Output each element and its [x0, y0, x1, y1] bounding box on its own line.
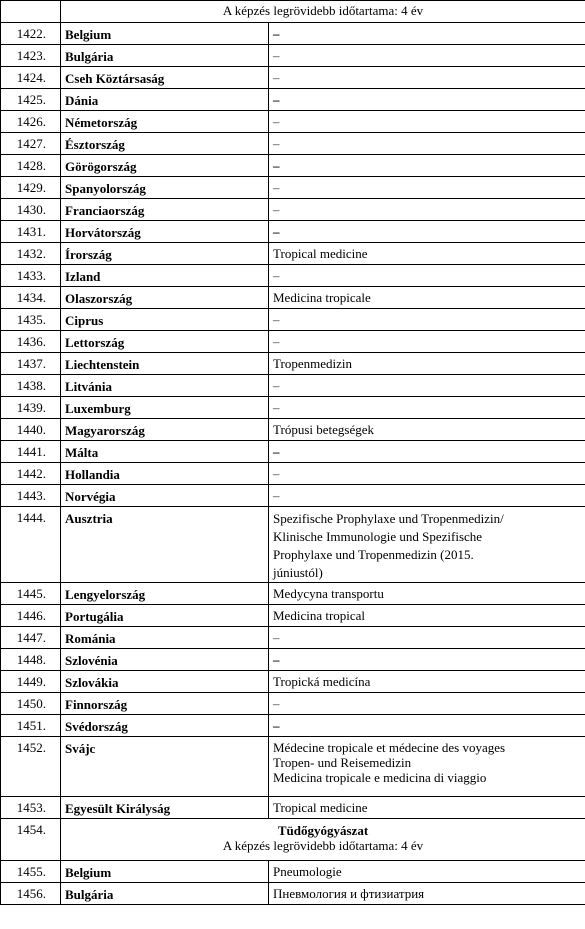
specialty-line: –: [273, 652, 280, 667]
country-name: Lettország: [61, 331, 269, 353]
table-row: [1, 375, 585, 397]
section-title: Tüdőgyógyászat: [277, 823, 369, 838]
specialty-name: [269, 309, 585, 331]
specialty-name: [269, 397, 585, 419]
country-name: Franciaország: [61, 199, 269, 221]
table-row: [1, 715, 585, 737]
table-row: [1, 155, 585, 177]
row-number: 1451.: [1, 715, 61, 737]
row-number: 1422.: [1, 23, 61, 45]
specialty-name: [269, 507, 585, 583]
header-row: [1, 1, 585, 23]
specialty-name: [269, 111, 585, 133]
row-number: 1434.: [1, 287, 61, 309]
table-row: [1, 221, 585, 243]
table-row: [1, 883, 585, 905]
specialty-line: –: [273, 488, 280, 503]
country-name: Bulgária: [61, 45, 269, 67]
table-row: [1, 111, 585, 133]
table-row: [1, 45, 585, 67]
specialty-name: [269, 737, 585, 797]
specialty-name: [269, 419, 585, 441]
specialty-name: [269, 67, 585, 89]
table-row: [1, 67, 585, 89]
country-name: Málta: [61, 441, 269, 463]
table-row: [1, 605, 585, 627]
section-header: [61, 819, 585, 861]
row-number: 1444.: [1, 507, 61, 583]
specialty-name: [269, 243, 585, 265]
row-number: 1427.: [1, 133, 61, 155]
specialty-line: Pneumologie: [273, 864, 342, 879]
specialty-line: –: [273, 114, 280, 129]
specialty-line: Medicina tropicale: [273, 290, 371, 305]
specialty-line: –: [273, 466, 280, 481]
country-name: Hollandia: [61, 463, 269, 485]
specialty-name: [269, 485, 585, 507]
row-number: 1445.: [1, 583, 61, 605]
row-number: 1428.: [1, 155, 61, 177]
row-number: 1450.: [1, 693, 61, 715]
specialty-line: Spezifische Prophylaxe und Tropenmedizin/: [273, 511, 504, 526]
specialty-line: Tropical medicine: [273, 800, 368, 815]
specialty-name: [269, 199, 585, 221]
specialty-line: júniustól): [273, 565, 323, 580]
table-row: [1, 649, 585, 671]
table-row: [1, 627, 585, 649]
specialty-line: –: [273, 630, 280, 645]
row-number: 1454.: [1, 819, 61, 861]
country-name: Svájc: [61, 737, 269, 797]
table-row: [1, 199, 585, 221]
table-row: [1, 861, 585, 883]
specialty-line: –: [273, 158, 280, 173]
row-number: 1440.: [1, 419, 61, 441]
row-number: 1447.: [1, 627, 61, 649]
country-name: Dánia: [61, 89, 269, 111]
row-number: 1429.: [1, 177, 61, 199]
specialty-line: –: [273, 444, 280, 459]
country-name: Bulgária: [61, 883, 269, 905]
specialty-name: [269, 583, 585, 605]
row-number: 1436.: [1, 331, 61, 353]
row-number: 1452.: [1, 737, 61, 797]
specialty-line: –: [273, 224, 280, 239]
country-name: Cseh Köztársaság: [61, 67, 269, 89]
row-number: 1431.: [1, 221, 61, 243]
specialty-name: [269, 89, 585, 111]
section-header-row: [1, 819, 585, 861]
row-number: 1442.: [1, 463, 61, 485]
table-row: [1, 133, 585, 155]
table-row: [1, 265, 585, 287]
country-name: Luxemburg: [61, 397, 269, 419]
specialty-name: [269, 177, 585, 199]
specialty-line: –: [273, 136, 280, 151]
table-row: [1, 287, 585, 309]
row-number: 1446.: [1, 605, 61, 627]
specialty-line: –: [273, 696, 280, 711]
country-name: Belgium: [61, 23, 269, 45]
table-row: [1, 331, 585, 353]
specialty-line: Medicina tropical: [273, 608, 366, 623]
table-row: [1, 485, 585, 507]
specialty-line: –: [273, 334, 280, 349]
country-name: Ausztria: [61, 507, 269, 583]
specialty-name: [269, 797, 585, 819]
country-name: Litvánia: [61, 375, 269, 397]
specialty-line: –: [273, 180, 280, 195]
country-name: Norvégia: [61, 485, 269, 507]
row-number: 1456.: [1, 883, 61, 905]
country-name: Írország: [61, 243, 269, 265]
specialty-line: –: [273, 48, 280, 63]
specialty-name: [269, 463, 585, 485]
specialty-name: [269, 649, 585, 671]
specialty-name: [269, 353, 585, 375]
section-duration: A képzés legrövidebb időtartama: 4 év: [222, 838, 424, 853]
specialty-line: Trópusi betegségek: [273, 422, 374, 437]
specialty-name: [269, 375, 585, 397]
country-name: Észtország: [61, 133, 269, 155]
table-row: [1, 441, 585, 463]
row-number: 1437.: [1, 353, 61, 375]
specialty-name: [269, 331, 585, 353]
specialty-line: –: [273, 378, 280, 393]
country-name: Finnország: [61, 693, 269, 715]
country-name: Egyesült Királyság: [61, 797, 269, 819]
specialty-line: Medicina tropicale e medicina di viaggio: [273, 770, 487, 785]
specialty-line: Tropická medicína: [273, 674, 371, 689]
specialty-name: [269, 627, 585, 649]
row-number: 1438.: [1, 375, 61, 397]
country-name: Görögország: [61, 155, 269, 177]
row-number: 1448.: [1, 649, 61, 671]
table-row: [1, 671, 585, 693]
specialty-name: [269, 155, 585, 177]
country-name: Olaszország: [61, 287, 269, 309]
specialty-name: [269, 883, 585, 905]
country-name: Ciprus: [61, 309, 269, 331]
country-name: Magyarország: [61, 419, 269, 441]
table-row: [1, 797, 585, 819]
specialty-name: [269, 221, 585, 243]
table-row: [1, 397, 585, 419]
country-name: Horvátország: [61, 221, 269, 243]
country-name: Spanyolország: [61, 177, 269, 199]
specialty-line: Tropen- und Reisemedizin: [273, 755, 412, 770]
table-row: [1, 419, 585, 441]
specialty-name: [269, 693, 585, 715]
row-number: 1424.: [1, 67, 61, 89]
specialty-line: Medycyna transportu: [273, 586, 384, 601]
row-number: 1430.: [1, 199, 61, 221]
country-name: Szlovákia: [61, 671, 269, 693]
table-row: [1, 353, 585, 375]
specialty-line: –: [273, 26, 280, 41]
table-row: [1, 583, 585, 605]
specialty-name: [269, 671, 585, 693]
country-name: Svédország: [61, 715, 269, 737]
specialty-line: Tropenmedizin: [273, 356, 352, 371]
country-name: Lengyelország: [61, 583, 269, 605]
specialty-line: –: [273, 400, 280, 415]
specialty-name: [269, 265, 585, 287]
table-row: [1, 737, 585, 797]
specialty-line: Prophylaxe und Tropenmedizin (2015.: [273, 547, 474, 562]
row-number: 1423.: [1, 45, 61, 67]
specialty-line: –: [273, 92, 280, 107]
specialty-line: –: [273, 268, 280, 283]
row-number: 1425.: [1, 89, 61, 111]
row-number: 1449.: [1, 671, 61, 693]
specialty-name: [269, 287, 585, 309]
specialty-line: Пневмология и фтизиатрия: [273, 886, 425, 901]
country-name: Liechtenstein: [61, 353, 269, 375]
row-number: 1455.: [1, 861, 61, 883]
specialty-name: [269, 441, 585, 463]
country-name: Németország: [61, 111, 269, 133]
country-name: Belgium: [61, 861, 269, 883]
country-name: Szlovénia: [61, 649, 269, 671]
specialty-name: [269, 23, 585, 45]
specialty-name: [269, 861, 585, 883]
row-number: 1439.: [1, 397, 61, 419]
table-row: [1, 177, 585, 199]
country-name: Izland: [61, 265, 269, 287]
row-number: 1432.: [1, 243, 61, 265]
row-number: 1433.: [1, 265, 61, 287]
table-row: [1, 243, 585, 265]
table-row: [1, 463, 585, 485]
header-num-cell: [1, 1, 61, 23]
table-row: [1, 89, 585, 111]
specialty-line: Tropical medicine: [273, 246, 368, 261]
specialty-name: [269, 715, 585, 737]
specialty-line: Klinische Immunologie und Spezifische: [273, 529, 483, 544]
row-number: 1441.: [1, 441, 61, 463]
specialty-line: –: [273, 312, 280, 327]
specialty-line: –: [273, 202, 280, 217]
specialty-line: –: [273, 718, 280, 733]
table-row: [1, 23, 585, 45]
country-name: Románia: [61, 627, 269, 649]
table-row: [1, 507, 585, 583]
row-number: 1443.: [1, 485, 61, 507]
country-name: Portugália: [61, 605, 269, 627]
row-number: 1426.: [1, 111, 61, 133]
table-row: [1, 693, 585, 715]
specialty-name: [269, 605, 585, 627]
specialty-name: [269, 45, 585, 67]
specialty-line: –: [273, 70, 280, 85]
row-number: 1453.: [1, 797, 61, 819]
specialty-line: Médecine tropicale et médecine des voyages: [273, 740, 506, 755]
duration-header: A képzés legrövidebb időtartama: 4 év: [61, 1, 585, 23]
row-number: 1435.: [1, 309, 61, 331]
table-row: [1, 309, 585, 331]
specialty-name: [269, 133, 585, 155]
